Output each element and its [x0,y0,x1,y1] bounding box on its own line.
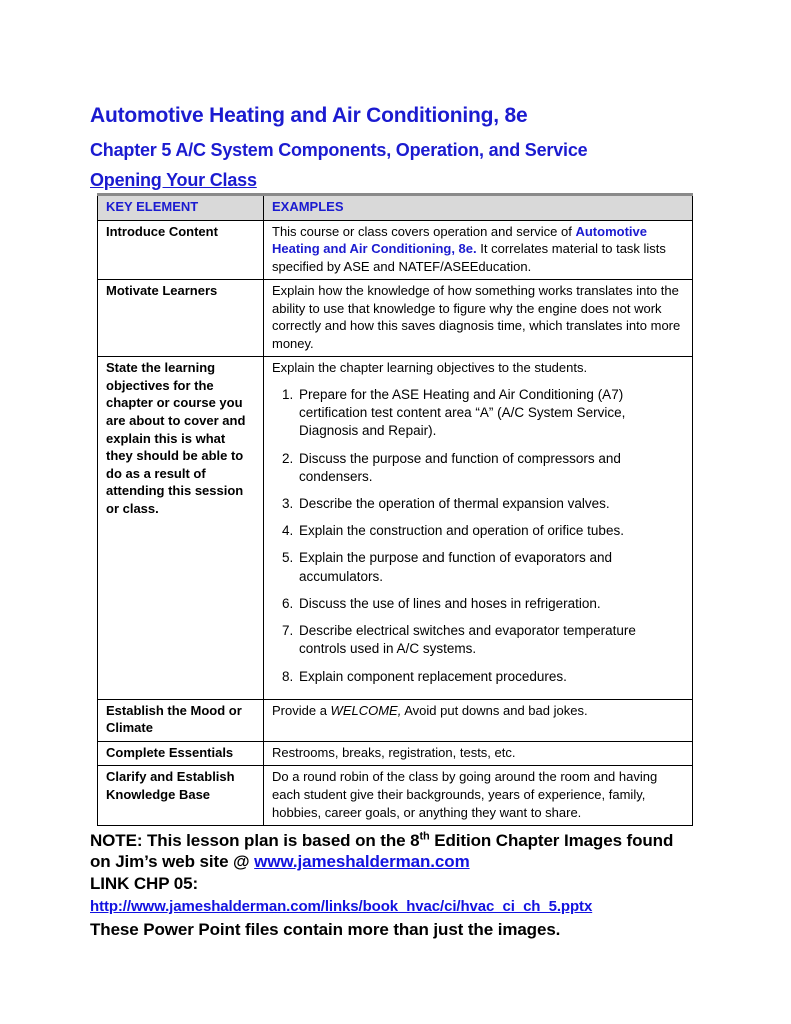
example-text: Avoid put downs and bad jokes. [401,702,588,718]
footer-note-block [90,830,696,940]
example-cell: Restrooms, breaks, registration, tests, etc. [264,741,693,766]
note-text: Edition Chapter Images found on Jim’s web site @ [90,831,674,872]
objective-item: 5. Explain the purpose and function of evaporators and accumulators. [297,549,684,585]
column-header-examples: EXAMPLES [264,195,693,221]
example-cell: Explain how the knowledge of how something works translates into the ability to use that knowledge to figure why the engine does not work correctly and how this saves diagnosis time, which translates into more money. [264,280,693,357]
table-row-clarify-knowledge [98,766,693,826]
doc-title: Automotive Heating and Air Conditioning, 8e [90,104,528,127]
example-cell [264,220,693,280]
key-element-cell: Clarify and Establish Knowledge Base [98,766,264,826]
table-row-establish-mood [98,699,693,741]
objective-item: 8. Explain component replacement procedures. [297,668,684,686]
doc-subtitle: Chapter 5 A/C System Components, Operation, and Service [90,140,588,160]
objective-item: 6. Discuss the use of lines and hoses in refrigeration. [297,595,684,613]
objective-item: 4. Explain the construction and operation of orifice tubes. [297,522,684,540]
chapter5-pptx-link[interactable]: http://www.jameshalderman.com/links/book_hvac/ci/hvac_ci_ch_5.pptx [90,897,593,915]
closing-line: These Power Point files contain more than just the images. [90,919,561,939]
objective-item: 3. Describe the operation of thermal expansion valves. [297,495,684,513]
table-row-learning-objectives [98,357,693,699]
objective-item: 7. Describe electrical switches and evaporator temperature controls used in A/C systems. [297,622,684,658]
example-cell [264,699,693,741]
section-heading: Opening Your Class [90,170,257,190]
key-element-cell: Motivate Learners [98,280,264,357]
welcome-italic: WELCOME, [330,702,402,718]
note-text: NOTE: This lesson plan is based on the 8 [90,831,420,851]
jameshalderman-home-link[interactable]: www.jameshalderman.com [254,852,470,872]
key-element-cell: State the learning objectives for the chapter or course you are about to cover and explain this is what they should be able to do as a result of attending this session or class. [98,357,264,699]
lesson-plan-table [97,193,693,826]
example-cell [264,357,693,699]
column-header-key-element: KEY ELEMENT [98,195,264,221]
note-superscript: th [419,830,430,843]
table-row-motivate-learners [98,280,693,357]
book-title-highlight: Automotive Heating and Air Conditioning, 8e. [272,223,647,257]
key-element-cell: Complete Essentials [98,741,264,766]
link-chapter-label: LINK CHP 05: [90,873,199,893]
objectives-list [272,386,684,686]
table-header-row [98,195,693,221]
objectives-intro: Explain the chapter learning objectives to the students. [272,360,588,376]
key-element-cell: Introduce Content [98,220,264,280]
document-content [90,104,696,940]
table-row-complete-essentials [98,741,693,766]
example-cell: Do a round robin of the class by going around the room and having each student give their backgrounds, years of experience, family, hobbies, career goals, or anything they want to share. [264,766,693,826]
key-element-cell: Establish the Mood or Climate [98,699,264,741]
example-text: This course or class covers operation and service of [272,223,576,239]
objective-item: 2. Discuss the purpose and function of compressors and condensers. [297,450,684,486]
objective-item: 1. Prepare for the ASE Heating and Air Conditioning (A7) certification test content area “A” (A/C System Service, Diagnosis and Repair). [297,386,684,441]
example-text: Provide a [272,702,331,718]
note-paragraph [90,830,696,873]
example-text: It correlates material to task lists specified by ASE and NATEF/ASEEducation. [272,241,666,274]
pptx-link-line [90,895,696,917]
table-row-introduce-content [98,220,693,280]
